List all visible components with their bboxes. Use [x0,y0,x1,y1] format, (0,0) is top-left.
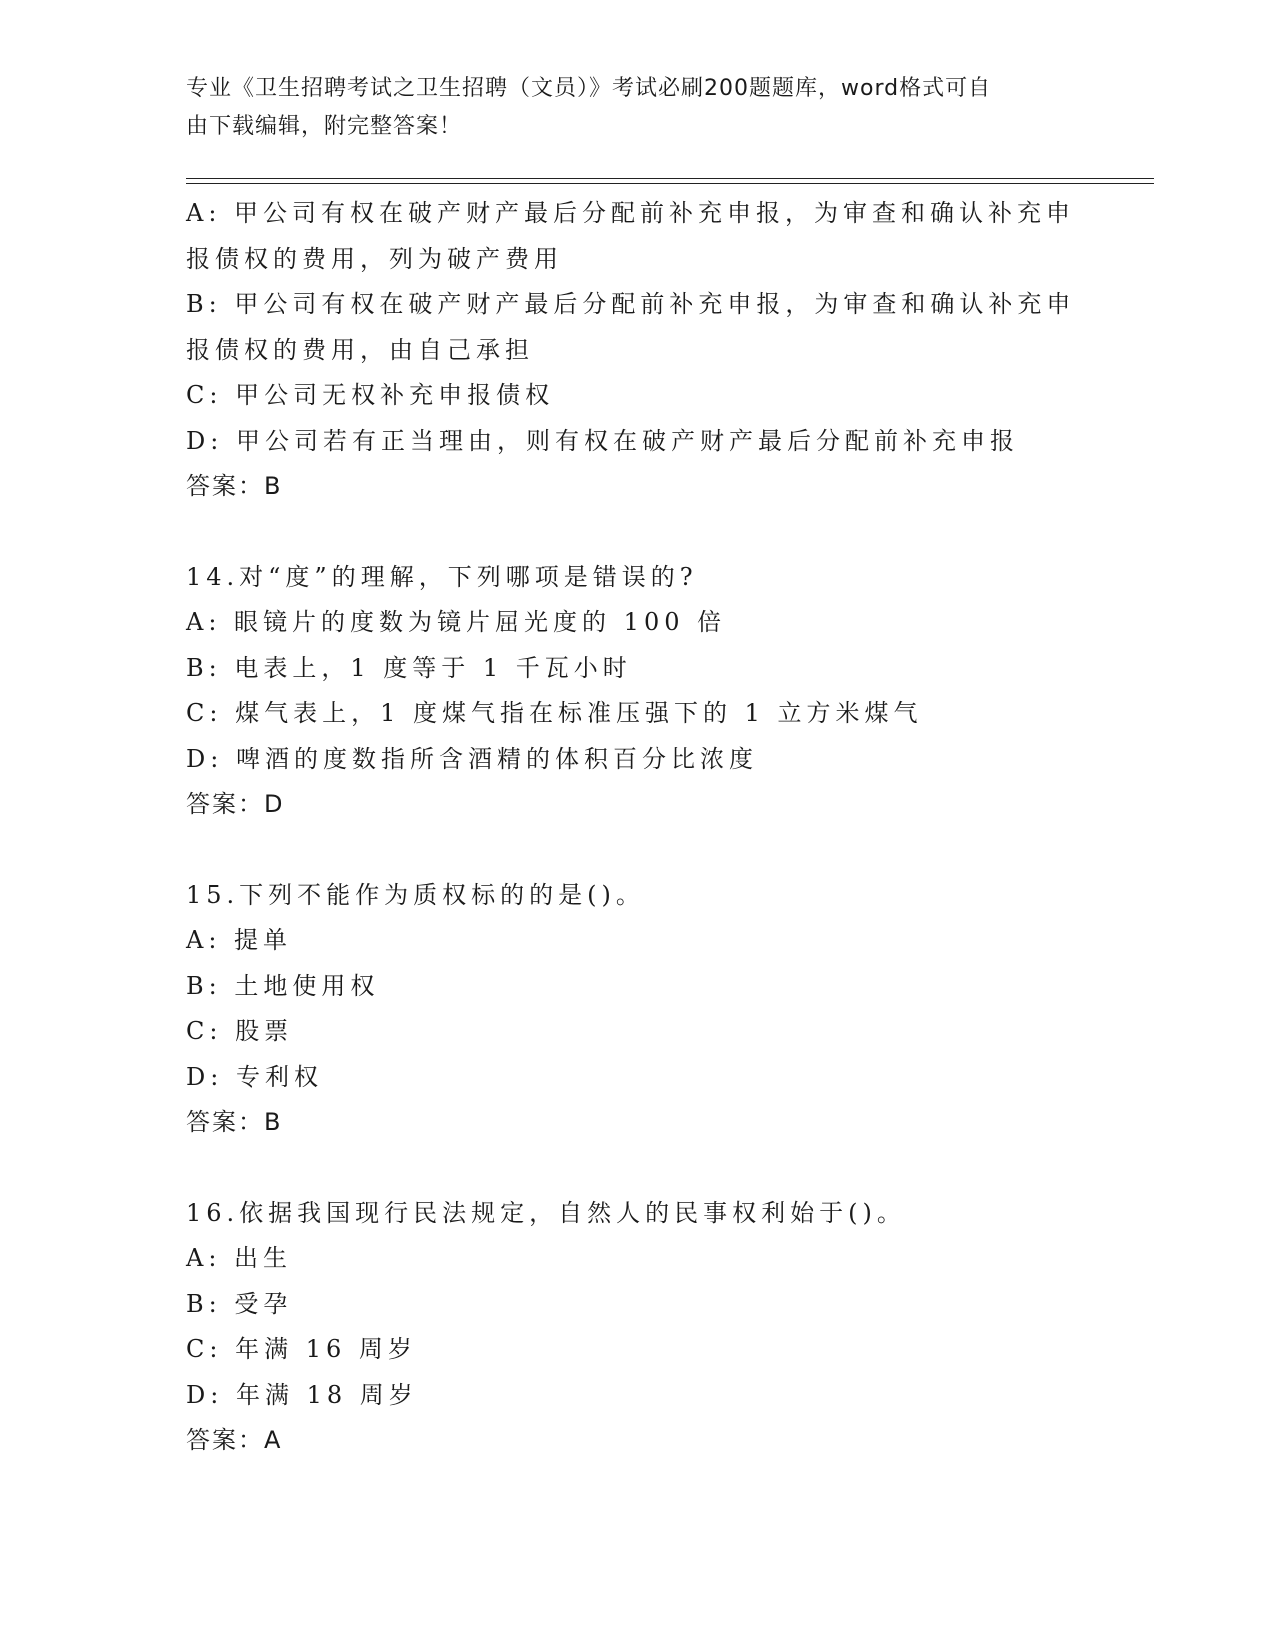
spacer [186,510,1086,555]
option-a-line-1: A: 甲公司有权在破产财产最后分配前补充申报，为审查和确认补充申 [186,199,1076,227]
option-c: C: 股票 [186,1017,294,1045]
option-c: C: 煤气表上，1 度煤气指在标准压强下的 1 立方米煤气 [186,699,923,727]
option-b-line-1: B: 甲公司有权在破产财产最后分配前补充申报，为审查和确认补充申 [186,290,1076,318]
option-b-line-2: 报债权的费用，由自己承担 [186,335,534,364]
question-14 [186,555,1086,828]
spacer [186,828,1086,873]
option-d: D: 专利权 [186,1062,323,1091]
option-d: D: 甲公司若有正当理由，则有权在破产财产最后分配前补充申报 [186,426,1019,455]
option-d: D: 啤酒的度数指所含酒精的体积百分比浓度 [186,744,758,773]
option-a: A: 出生 [186,1244,293,1272]
spacer [186,1146,1086,1191]
header-line-1: 专业《卫生招聘考试之卫生招聘（文员）》考试必刷200题题库，word格式可自 [186,76,992,101]
document-header [186,70,1066,146]
option-c: C: 甲公司无权补充申报债权 [186,381,555,409]
option-c: C: 年满 16 周岁 [186,1335,417,1363]
header-divider-bottom [186,183,1154,184]
question-text: 14.对“度”的理解，下列哪项是错误的? [186,562,698,591]
option-a-line-2: 报债权的费用，列为破产费用 [186,244,563,273]
question-text: 16.依据我国现行民法规定，自然人的民事权利始于()。 [186,1198,906,1227]
answer: 答案：B [186,472,283,500]
option-b: B: 受孕 [186,1289,293,1318]
answer: 答案：D [186,790,285,818]
option-d: D: 年满 18 周岁 [186,1380,418,1409]
option-b: B: 电表上，1 度等于 1 千瓦小时 [186,653,632,682]
question-text: 15.下列不能作为质权标的的是()。 [186,880,645,909]
question-13 [186,191,1086,510]
option-b: B: 土地使用权 [186,971,380,1000]
option-a: A: 眼镜片的度数为镜片屈光度的 100 倍 [186,608,727,636]
header-line-2: 由下载编辑，附完整答案！ [186,114,463,139]
answer: 答案：A [186,1426,283,1454]
question-15 [186,873,1086,1146]
header-divider-top [186,178,1154,179]
option-a: A: 提单 [186,926,293,954]
question-16 [186,1191,1086,1464]
question-list [186,191,1086,1464]
answer: 答案：B [186,1108,283,1136]
